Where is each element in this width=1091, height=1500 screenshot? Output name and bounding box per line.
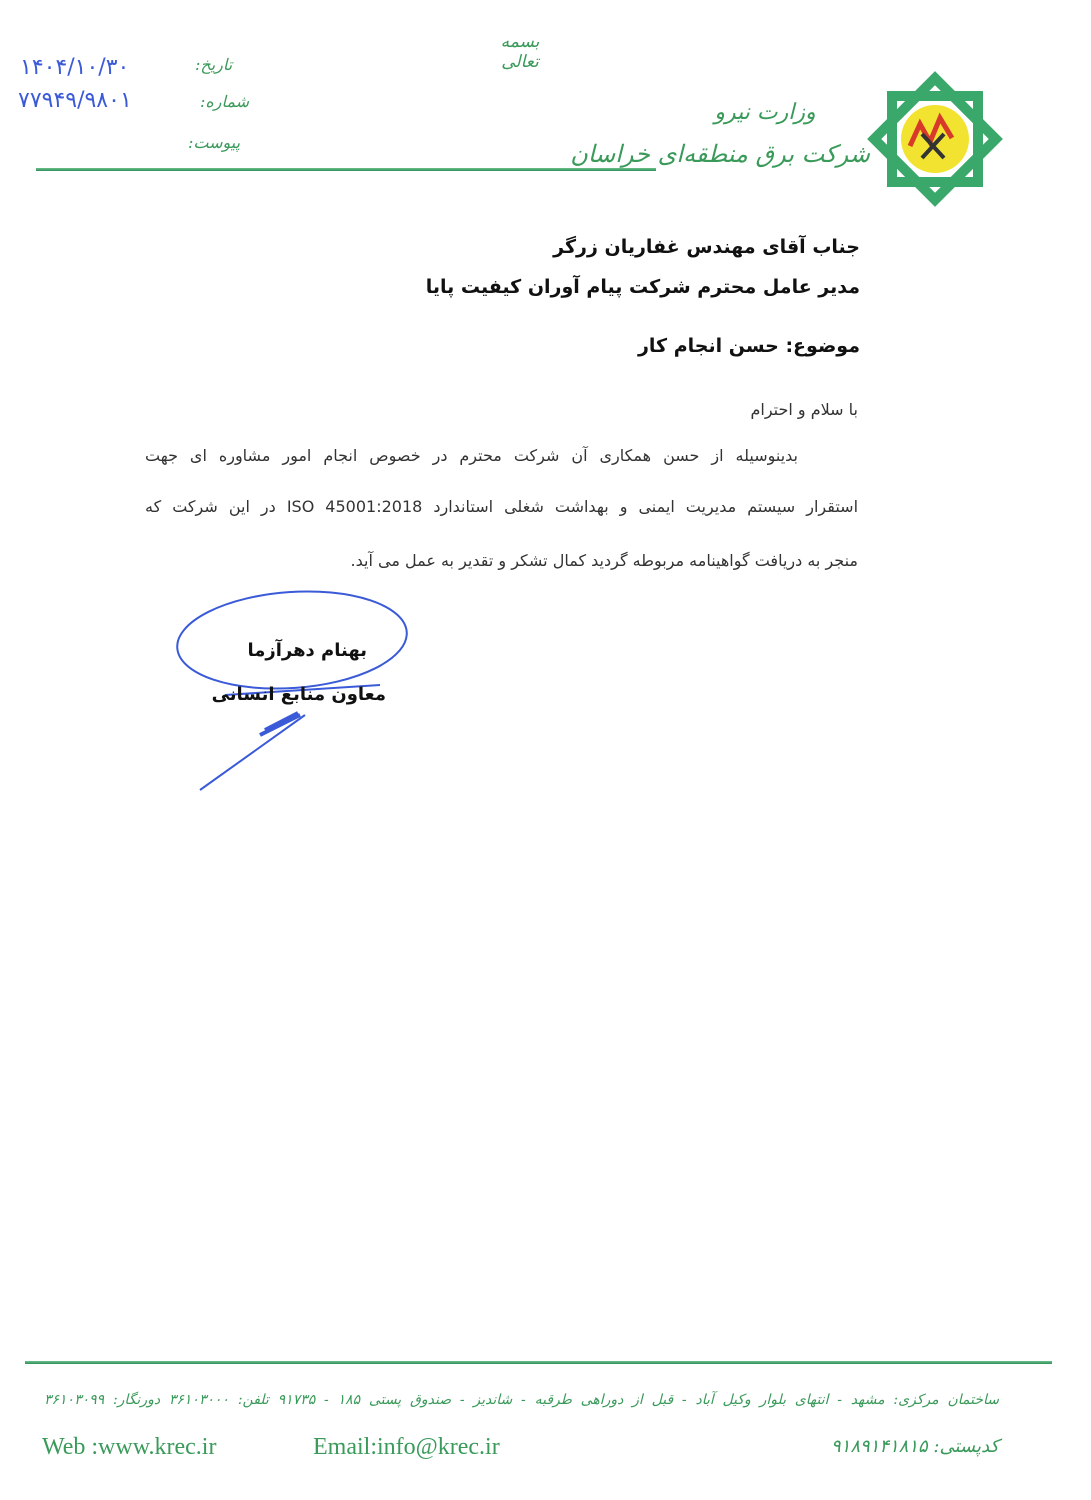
number-label: شماره: <box>200 92 250 111</box>
footer-divider <box>25 1361 1052 1364</box>
body-line-3: منجر به دریافت گواهینامه مربوطه گردید کمال تشکر و تقدیر به عمل می آید. <box>350 551 858 570</box>
body-line-2: استقرار سیستم مدیریت ایمنی و بهداشت شغلی استاندارد ISO 45001:2018 در این شرکت که <box>145 497 859 516</box>
signatory-title: معاون منابع انسانی <box>211 684 386 705</box>
footer-email-link[interactable]: Email:info@krec.ir <box>313 1434 500 1460</box>
header-divider <box>36 168 656 171</box>
greeting: با سلام و احترام <box>750 400 858 419</box>
date-value: ۱۴۰۴/۱۰/۳۰ <box>20 55 130 80</box>
recipient-name: جناب آقای مهندس غفاریان زرگر <box>553 236 860 258</box>
recipient-title: مدیر عامل محترم شرکت پیام آوران کیفیت پایا <box>425 276 860 298</box>
ministry-name: وزارت نیرو <box>714 100 816 125</box>
invocation: بسمه تعالی <box>500 32 540 72</box>
number-value: ۷۷۹۴۹/۹۸۰۱ <box>18 88 132 113</box>
subject: موضوع: حسن انجام کار <box>637 335 860 357</box>
company-name: شرکت برق منطقه‌ای خراسان <box>570 140 870 168</box>
footer-postal-code: کدپستی: ۹۱۸۹۱۴۱۸۱۵ <box>831 1436 999 1457</box>
body-line-1: بدینوسیله از حسن همکاری آن شرکت محترم در خصوص انجام امور مشاوره ای جهت <box>145 446 798 465</box>
attachment-label: پیوست: <box>188 133 241 152</box>
footer-address: ساختمان مرکزی: مشهد - انتهای بلوار وکیل آباد - قبل از دوراهی طرقبه - شاندیز - صندوق پستی ۱۸۵ - ۹۱۷۳۵ تلفن: ۳۶۱۰۳۰۰۰ دورنگار: ۳۶۱۰۳۰۹۹ <box>44 1392 999 1408</box>
company-logo <box>862 66 1008 212</box>
footer-web-link[interactable]: Web :www.krec.ir <box>42 1434 217 1460</box>
signatory-name: بهنام دهرآزما <box>247 640 367 661</box>
date-label: تاریخ: <box>195 55 233 74</box>
